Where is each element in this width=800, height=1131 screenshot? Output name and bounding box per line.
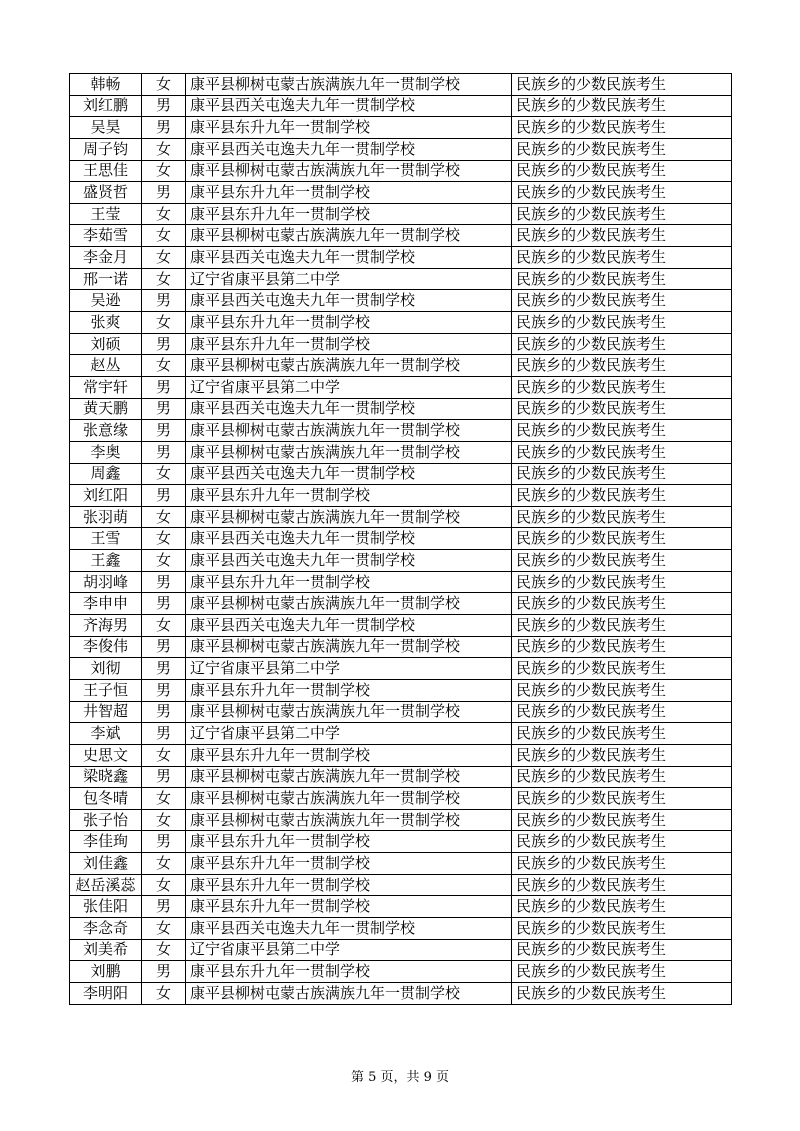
student-name-cell: 王鑫 xyxy=(70,550,142,572)
school-cell: 康平县西关屯逸夫九年一贯制学校 xyxy=(186,138,512,160)
school-cell: 康平县东升九年一贯制学校 xyxy=(186,679,512,701)
school-cell: 康平县东升九年一贯制学校 xyxy=(186,571,512,593)
school-cell: 康平县柳树屯蒙古族满族九年一贯制学校 xyxy=(186,441,512,463)
student-name-cell: 赵丛 xyxy=(70,355,142,377)
table-row xyxy=(70,744,732,766)
candidate-type-cell: 民族乡的少数民族考生 xyxy=(512,679,732,701)
candidate-type-cell: 民族乡的少数民族考生 xyxy=(512,982,732,1004)
student-name-cell: 刘鹏 xyxy=(70,961,142,983)
student-name-cell: 李佳珣 xyxy=(70,831,142,853)
table-row xyxy=(70,896,732,918)
gender-cell: 男 xyxy=(142,441,186,463)
student-name-cell: 刘彻 xyxy=(70,658,142,680)
student-name-cell: 包冬晴 xyxy=(70,788,142,810)
student-name-cell: 井智超 xyxy=(70,701,142,723)
student-name-cell: 张意缘 xyxy=(70,420,142,442)
student-name-cell: 史思文 xyxy=(70,744,142,766)
candidate-type-cell: 民族乡的少数民族考生 xyxy=(512,896,732,918)
table-row xyxy=(70,203,732,225)
gender-cell: 男 xyxy=(142,95,186,117)
student-name-cell: 齐海男 xyxy=(70,615,142,637)
gender-cell: 男 xyxy=(142,723,186,745)
candidate-type-cell: 民族乡的少数民族考生 xyxy=(512,225,732,247)
gender-cell: 男 xyxy=(142,679,186,701)
student-name-cell: 张佳阳 xyxy=(70,896,142,918)
student-name-cell: 张爽 xyxy=(70,312,142,334)
candidate-type-cell: 民族乡的少数民族考生 xyxy=(512,766,732,788)
student-name-cell: 刘美希 xyxy=(70,939,142,961)
student-name-cell: 李申申 xyxy=(70,593,142,615)
table-row xyxy=(70,917,732,939)
candidate-type-cell: 民族乡的少数民族考生 xyxy=(512,961,732,983)
candidate-type-cell: 民族乡的少数民族考生 xyxy=(512,160,732,182)
table-row xyxy=(70,312,732,334)
school-cell: 康平县东升九年一贯制学校 xyxy=(186,203,512,225)
table-row xyxy=(70,528,732,550)
gender-cell: 女 xyxy=(142,550,186,572)
gender-cell: 女 xyxy=(142,917,186,939)
candidate-type-cell: 民族乡的少数民族考生 xyxy=(512,312,732,334)
gender-cell: 男 xyxy=(142,896,186,918)
student-name-cell: 盛贤哲 xyxy=(70,182,142,204)
candidate-table-body xyxy=(70,74,732,1005)
gender-cell: 男 xyxy=(142,182,186,204)
gender-cell: 男 xyxy=(142,701,186,723)
table-row xyxy=(70,74,732,96)
student-name-cell: 吴昊 xyxy=(70,117,142,139)
student-name-cell: 刘红阳 xyxy=(70,485,142,507)
table-row xyxy=(70,333,732,355)
candidate-type-cell: 民族乡的少数民族考生 xyxy=(512,723,732,745)
candidate-type-cell: 民族乡的少数民族考生 xyxy=(512,658,732,680)
candidate-type-cell: 民族乡的少数民族考生 xyxy=(512,420,732,442)
gender-cell: 男 xyxy=(142,420,186,442)
gender-cell: 女 xyxy=(142,247,186,269)
school-cell: 康平县东升九年一贯制学校 xyxy=(186,896,512,918)
school-cell: 康平县西关屯逸夫九年一贯制学校 xyxy=(186,247,512,269)
table-row xyxy=(70,615,732,637)
school-cell: 康平县西关屯逸夫九年一贯制学校 xyxy=(186,398,512,420)
candidate-type-cell: 民族乡的少数民族考生 xyxy=(512,809,732,831)
school-cell: 康平县西关屯逸夫九年一贯制学校 xyxy=(186,528,512,550)
student-name-cell: 王雪 xyxy=(70,528,142,550)
gender-cell: 男 xyxy=(142,376,186,398)
table-row xyxy=(70,874,732,896)
candidate-type-cell: 民族乡的少数民族考生 xyxy=(512,636,732,658)
candidate-type-cell: 民族乡的少数民族考生 xyxy=(512,203,732,225)
school-cell: 康平县西关屯逸夫九年一贯制学校 xyxy=(186,917,512,939)
candidate-type-cell: 民族乡的少数民族考生 xyxy=(512,788,732,810)
candidate-type-cell: 民族乡的少数民族考生 xyxy=(512,463,732,485)
gender-cell: 男 xyxy=(142,961,186,983)
school-cell: 康平县柳树屯蒙古族满族九年一贯制学校 xyxy=(186,160,512,182)
candidate-table xyxy=(69,73,732,1005)
school-cell: 康平县东升九年一贯制学校 xyxy=(186,961,512,983)
table-row xyxy=(70,550,732,572)
candidate-type-cell: 民族乡的少数民族考生 xyxy=(512,528,732,550)
candidate-type-cell: 民族乡的少数民族考生 xyxy=(512,485,732,507)
gender-cell: 男 xyxy=(142,290,186,312)
candidate-type-cell: 民族乡的少数民族考生 xyxy=(512,290,732,312)
gender-cell: 女 xyxy=(142,463,186,485)
candidate-type-cell: 民族乡的少数民族考生 xyxy=(512,182,732,204)
table-row xyxy=(70,247,732,269)
student-name-cell: 黄天鹏 xyxy=(70,398,142,420)
gender-cell: 女 xyxy=(142,506,186,528)
table-row xyxy=(70,268,732,290)
student-name-cell: 邢一诺 xyxy=(70,268,142,290)
gender-cell: 女 xyxy=(142,615,186,637)
student-name-cell: 王莹 xyxy=(70,203,142,225)
page-footer: 第 5 页，共 9 页 xyxy=(350,1070,450,1085)
school-cell: 康平县西关屯逸夫九年一贯制学校 xyxy=(186,95,512,117)
student-name-cell: 李奥 xyxy=(70,441,142,463)
school-cell: 辽宁省康平县第二中学 xyxy=(186,658,512,680)
student-name-cell: 梁晓鑫 xyxy=(70,766,142,788)
gender-cell: 女 xyxy=(142,138,186,160)
school-cell: 康平县柳树屯蒙古族满族九年一贯制学校 xyxy=(186,809,512,831)
school-cell: 辽宁省康平县第二中学 xyxy=(186,723,512,745)
candidate-type-cell: 民族乡的少数民族考生 xyxy=(512,247,732,269)
student-name-cell: 胡羽峰 xyxy=(70,571,142,593)
candidate-type-cell: 民族乡的少数民族考生 xyxy=(512,615,732,637)
school-cell: 康平县柳树屯蒙古族满族九年一贯制学校 xyxy=(186,701,512,723)
student-name-cell: 李明阳 xyxy=(70,982,142,1004)
gender-cell: 女 xyxy=(142,939,186,961)
school-cell: 康平县西关屯逸夫九年一贯制学校 xyxy=(186,290,512,312)
table-row xyxy=(70,809,732,831)
table-row xyxy=(70,853,732,875)
gender-cell: 男 xyxy=(142,636,186,658)
gender-cell: 男 xyxy=(142,485,186,507)
gender-cell: 女 xyxy=(142,788,186,810)
candidate-type-cell: 民族乡的少数民族考生 xyxy=(512,939,732,961)
student-name-cell: 李念奇 xyxy=(70,917,142,939)
school-cell: 康平县东升九年一贯制学校 xyxy=(186,853,512,875)
gender-cell: 男 xyxy=(142,831,186,853)
student-name-cell: 周鑫 xyxy=(70,463,142,485)
candidate-type-cell: 民族乡的少数民族考生 xyxy=(512,831,732,853)
school-cell: 康平县柳树屯蒙古族满族九年一贯制学校 xyxy=(186,982,512,1004)
table-row xyxy=(70,182,732,204)
gender-cell: 女 xyxy=(142,268,186,290)
student-name-cell: 李斌 xyxy=(70,723,142,745)
gender-cell: 女 xyxy=(142,528,186,550)
school-cell: 康平县柳树屯蒙古族满族九年一贯制学校 xyxy=(186,636,512,658)
school-cell: 康平县东升九年一贯制学校 xyxy=(186,333,512,355)
gender-cell: 男 xyxy=(142,766,186,788)
candidate-type-cell: 民族乡的少数民族考生 xyxy=(512,355,732,377)
table-row xyxy=(70,939,732,961)
candidate-type-cell: 民族乡的少数民族考生 xyxy=(512,268,732,290)
candidate-type-cell: 民族乡的少数民族考生 xyxy=(512,138,732,160)
gender-cell: 女 xyxy=(142,74,186,96)
table-row xyxy=(70,376,732,398)
student-name-cell: 张子怡 xyxy=(70,809,142,831)
table-row xyxy=(70,679,732,701)
student-name-cell: 吴逊 xyxy=(70,290,142,312)
candidate-type-cell: 民族乡的少数民族考生 xyxy=(512,506,732,528)
school-cell: 康平县柳树屯蒙古族满族九年一贯制学校 xyxy=(186,420,512,442)
table-row xyxy=(70,506,732,528)
gender-cell: 女 xyxy=(142,982,186,1004)
gender-cell: 女 xyxy=(142,355,186,377)
table-row xyxy=(70,138,732,160)
table-row xyxy=(70,701,732,723)
school-cell: 康平县柳树屯蒙古族满族九年一贯制学校 xyxy=(186,766,512,788)
candidate-type-cell: 民族乡的少数民族考生 xyxy=(512,398,732,420)
gender-cell: 女 xyxy=(142,874,186,896)
table-row xyxy=(70,225,732,247)
table-row xyxy=(70,95,732,117)
table-row xyxy=(70,982,732,1004)
candidate-type-cell: 民族乡的少数民族考生 xyxy=(512,333,732,355)
table-row xyxy=(70,160,732,182)
table-row xyxy=(70,766,732,788)
school-cell: 辽宁省康平县第二中学 xyxy=(186,376,512,398)
candidate-type-cell: 民族乡的少数民族考生 xyxy=(512,95,732,117)
candidate-type-cell: 民族乡的少数民族考生 xyxy=(512,917,732,939)
student-name-cell: 李茹雪 xyxy=(70,225,142,247)
gender-cell: 女 xyxy=(142,312,186,334)
student-name-cell: 赵岳溪蕊 xyxy=(70,874,142,896)
table-row xyxy=(70,463,732,485)
table-row xyxy=(70,290,732,312)
student-name-cell: 刘佳鑫 xyxy=(70,853,142,875)
gender-cell: 男 xyxy=(142,571,186,593)
candidate-type-cell: 民族乡的少数民族考生 xyxy=(512,441,732,463)
gender-cell: 女 xyxy=(142,809,186,831)
school-cell: 康平县西关屯逸夫九年一贯制学校 xyxy=(186,550,512,572)
student-name-cell: 周子钧 xyxy=(70,138,142,160)
student-name-cell: 李俊伟 xyxy=(70,636,142,658)
student-name-cell: 刘红鹏 xyxy=(70,95,142,117)
gender-cell: 女 xyxy=(142,853,186,875)
gender-cell: 男 xyxy=(142,398,186,420)
school-cell: 康平县东升九年一贯制学校 xyxy=(186,117,512,139)
school-cell: 康平县柳树屯蒙古族满族九年一贯制学校 xyxy=(186,225,512,247)
candidate-type-cell: 民族乡的少数民族考生 xyxy=(512,376,732,398)
school-cell: 康平县西关屯逸夫九年一贯制学校 xyxy=(186,463,512,485)
gender-cell: 男 xyxy=(142,117,186,139)
gender-cell: 男 xyxy=(142,658,186,680)
table-row xyxy=(70,831,732,853)
table-row xyxy=(70,117,732,139)
school-cell: 康平县柳树屯蒙古族满族九年一贯制学校 xyxy=(186,788,512,810)
table-row xyxy=(70,355,732,377)
school-cell: 辽宁省康平县第二中学 xyxy=(186,939,512,961)
candidate-type-cell: 民族乡的少数民族考生 xyxy=(512,117,732,139)
candidate-type-cell: 民族乡的少数民族考生 xyxy=(512,571,732,593)
gender-cell: 男 xyxy=(142,593,186,615)
table-row xyxy=(70,398,732,420)
candidate-type-cell: 民族乡的少数民族考生 xyxy=(512,593,732,615)
student-name-cell: 王思佳 xyxy=(70,160,142,182)
school-cell: 康平县东升九年一贯制学校 xyxy=(186,485,512,507)
school-cell: 康平县东升九年一贯制学校 xyxy=(186,312,512,334)
school-cell: 康平县柳树屯蒙古族满族九年一贯制学校 xyxy=(186,506,512,528)
student-name-cell: 常宇轩 xyxy=(70,376,142,398)
student-name-cell: 李金月 xyxy=(70,247,142,269)
student-name-cell: 刘硕 xyxy=(70,333,142,355)
school-cell: 康平县东升九年一贯制学校 xyxy=(186,831,512,853)
school-cell: 康平县柳树屯蒙古族满族九年一贯制学校 xyxy=(186,74,512,96)
school-cell: 康平县柳树屯蒙古族满族九年一贯制学校 xyxy=(186,593,512,615)
gender-cell: 女 xyxy=(142,160,186,182)
gender-cell: 女 xyxy=(142,744,186,766)
gender-cell: 男 xyxy=(142,333,186,355)
candidate-type-cell: 民族乡的少数民族考生 xyxy=(512,74,732,96)
table-row xyxy=(70,723,732,745)
student-name-cell: 王子恒 xyxy=(70,679,142,701)
candidate-type-cell: 民族乡的少数民族考生 xyxy=(512,874,732,896)
candidate-type-cell: 民族乡的少数民族考生 xyxy=(512,744,732,766)
table-row xyxy=(70,593,732,615)
table-row xyxy=(70,420,732,442)
gender-cell: 女 xyxy=(142,203,186,225)
table-row xyxy=(70,441,732,463)
table-row xyxy=(70,636,732,658)
school-cell: 康平县东升九年一贯制学校 xyxy=(186,744,512,766)
table-row xyxy=(70,485,732,507)
gender-cell: 女 xyxy=(142,225,186,247)
student-name-cell: 张羽萌 xyxy=(70,506,142,528)
candidate-type-cell: 民族乡的少数民族考生 xyxy=(512,550,732,572)
table-row xyxy=(70,658,732,680)
school-cell: 康平县东升九年一贯制学校 xyxy=(186,874,512,896)
student-name-cell: 韩畅 xyxy=(70,74,142,96)
school-cell: 康平县东升九年一贯制学校 xyxy=(186,182,512,204)
table-row xyxy=(70,788,732,810)
table-row xyxy=(70,961,732,983)
school-cell: 康平县柳树屯蒙古族满族九年一贯制学校 xyxy=(186,355,512,377)
candidate-type-cell: 民族乡的少数民族考生 xyxy=(512,853,732,875)
school-cell: 康平县西关屯逸夫九年一贯制学校 xyxy=(186,615,512,637)
school-cell: 辽宁省康平县第二中学 xyxy=(186,268,512,290)
table-row xyxy=(70,571,732,593)
candidate-type-cell: 民族乡的少数民族考生 xyxy=(512,701,732,723)
